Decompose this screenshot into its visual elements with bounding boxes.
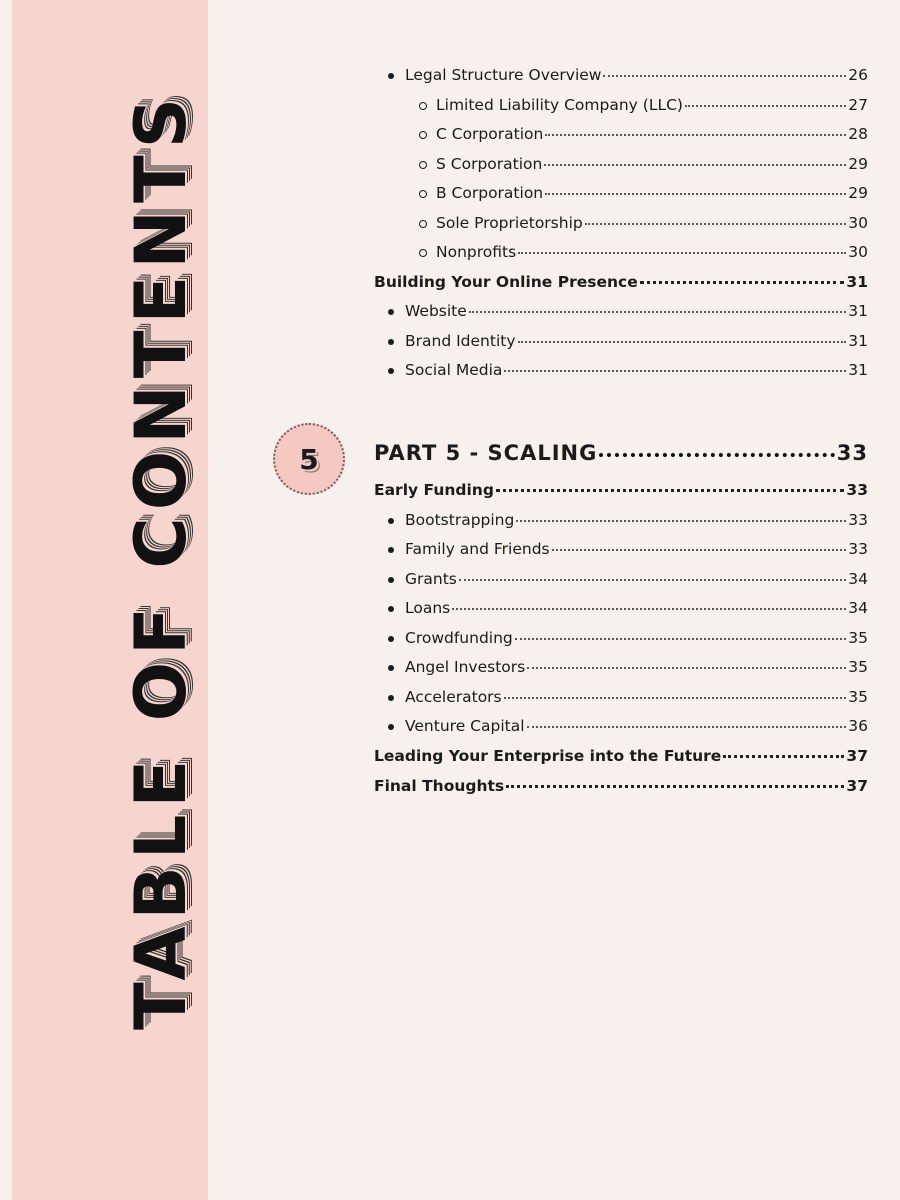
dot-leader (459, 578, 846, 581)
dot-leader (640, 280, 845, 284)
bullet-icon (388, 606, 394, 612)
toc-entry-page: 29 (848, 184, 868, 202)
toc-entry-label: Early Funding (374, 481, 494, 499)
toc-entry-label: Sole Proprietorship (436, 214, 583, 232)
toc-entry-sole-proprietorship[interactable] (436, 213, 868, 233)
part-number-badge (273, 423, 345, 495)
toc-entry-label: Limited Liability Company (LLC) (436, 96, 683, 114)
toc-entry-page: 36 (848, 717, 868, 735)
toc-entry-page: 30 (848, 214, 868, 232)
bullet-icon (388, 518, 394, 524)
toc-entry-label: Leading Your Enterprise into the Future (374, 747, 722, 765)
toc-entry-loans[interactable] (405, 598, 868, 618)
toc-entry-page: 33 (846, 481, 868, 499)
toc-entry-label: Venture Capital (405, 717, 525, 735)
sidebar-title: TABLE OF CONTENTS (120, 90, 202, 1030)
toc-entry-label: Building Your Online Presence (374, 273, 638, 291)
toc-entry-page: 34 (848, 570, 868, 588)
toc-entry-page: 33 (848, 540, 868, 558)
toc-entry-label: Crowdfunding (405, 629, 513, 647)
dot-leader (504, 696, 847, 699)
toc-entry-page: 28 (848, 125, 868, 143)
toc-entry-grants[interactable] (405, 569, 868, 589)
bullet-icon (388, 547, 394, 553)
toc-entry-early-funding[interactable] (374, 480, 868, 500)
part-page: 33 (836, 441, 868, 465)
dot-leader (515, 637, 846, 640)
toc-entry-page: 30 (848, 243, 868, 261)
toc-entry-brand-identity[interactable] (405, 331, 868, 351)
bullet-icon (388, 73, 394, 79)
dot-leader (723, 754, 844, 758)
dot-leader (599, 452, 834, 457)
bullet-icon (388, 309, 394, 315)
toc-entry-page: 35 (848, 658, 868, 676)
toc-entry-legal-structure-overview[interactable] (405, 65, 868, 85)
toc-entry-page: 35 (848, 629, 868, 647)
circle-bullet-icon (419, 190, 427, 198)
dot-leader (545, 192, 846, 195)
toc-entry-label: C Corporation (436, 125, 544, 143)
dot-leader (496, 488, 844, 492)
toc-entry-llc[interactable] (436, 95, 868, 115)
bullet-icon (388, 339, 394, 345)
toc-entry-page: 33 (848, 511, 868, 529)
part-title: PART 5 - SCALING (374, 441, 598, 465)
toc-entry-label: Final Thoughts (374, 777, 505, 795)
dot-leader (527, 725, 847, 728)
dot-leader (516, 519, 846, 522)
toc-entry-page: 26 (848, 66, 868, 84)
toc-entry-page: 31 (848, 361, 868, 379)
toc-entry-page: 37 (846, 777, 868, 795)
bullet-icon (388, 577, 394, 583)
toc-entry-b-corporation[interactable] (436, 183, 868, 203)
dot-leader (504, 369, 846, 372)
bullet-icon (388, 636, 394, 642)
bullet-icon (388, 368, 394, 374)
toc-entry-page: 37 (846, 747, 868, 765)
toc-entry-label: Legal Structure Overview (405, 66, 602, 84)
toc-entry-s-corporation[interactable] (436, 154, 868, 174)
dot-leader (685, 104, 846, 107)
toc-entry-page: 29 (848, 155, 868, 173)
toc-entry-label: Angel Investors (405, 658, 526, 676)
toc-entry-label: Nonprofits (436, 243, 517, 261)
toc-entry-page: 34 (848, 599, 868, 617)
circle-bullet-icon (419, 161, 427, 169)
toc-entry-label: Accelerators (405, 688, 502, 706)
dot-leader (552, 548, 847, 551)
dot-leader (452, 607, 846, 610)
toc-entry-label: Family and Friends (405, 540, 550, 558)
toc-entry-venture-capital[interactable] (405, 716, 868, 736)
bullet-icon (388, 695, 394, 701)
toc-entry-label: S Corporation (436, 155, 543, 173)
circle-bullet-icon (419, 220, 427, 228)
circle-bullet-icon (419, 102, 427, 110)
toc-entry-final-thoughts[interactable] (374, 776, 868, 796)
circle-bullet-icon (419, 249, 427, 257)
toc-entry-page: 31 (848, 332, 868, 350)
toc-entry-label: Loans (405, 599, 451, 617)
circle-bullet-icon (419, 131, 427, 139)
dot-leader (545, 133, 846, 136)
dot-leader (469, 310, 846, 313)
toc-entry-page: 27 (848, 96, 868, 114)
toc-entry-crowdfunding[interactable] (405, 628, 868, 648)
toc-entry-accelerators[interactable] (405, 687, 868, 707)
dot-leader (518, 340, 847, 343)
toc-entry-label: B Corporation (436, 184, 544, 202)
sidebar (12, 0, 208, 1200)
dot-leader (506, 784, 844, 788)
toc-entry-label: Social Media (405, 361, 503, 379)
toc-entry-social-media[interactable] (405, 360, 868, 380)
toc-entry-family-and-friends[interactable] (405, 539, 868, 559)
toc-entry-label: Brand Identity (405, 332, 516, 350)
dot-leader (527, 666, 846, 669)
toc-entry-label: Website (405, 302, 467, 320)
part-5-heading[interactable] (374, 440, 868, 466)
toc-entry-building-online-presence[interactable] (374, 272, 868, 292)
dot-leader (544, 163, 846, 166)
page-margin (0, 0, 12, 1200)
dot-leader (603, 74, 846, 77)
toc-entry-bootstrapping[interactable] (405, 510, 868, 530)
toc-entry-leading-enterprise-future[interactable] (374, 746, 868, 766)
toc-entry-page: 31 (848, 302, 868, 320)
toc-entry-c-corporation[interactable] (436, 124, 868, 144)
toc-entry-angel-investors[interactable] (405, 657, 868, 677)
toc-entry-label: Grants (405, 570, 457, 588)
dot-leader (518, 251, 846, 254)
bullet-icon (388, 724, 394, 730)
toc-entry-nonprofits[interactable] (436, 242, 868, 262)
toc-entry-label: Bootstrapping (405, 511, 515, 529)
bullet-icon (388, 665, 394, 671)
toc-entry-page: 31 (846, 273, 868, 291)
toc-entry-page: 35 (848, 688, 868, 706)
part-number: 5 (299, 442, 319, 476)
dot-leader (585, 222, 847, 225)
toc-entry-website[interactable] (405, 301, 868, 321)
